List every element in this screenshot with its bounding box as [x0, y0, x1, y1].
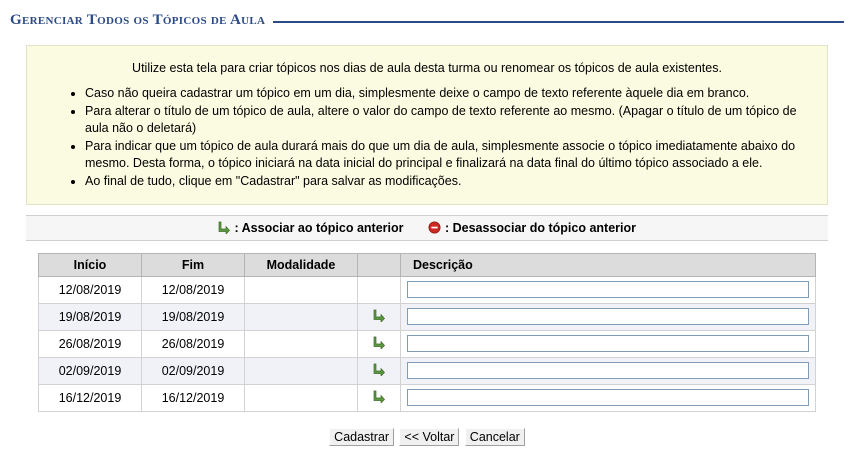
topics-table	[38, 253, 816, 412]
associate-arrow-icon	[218, 221, 231, 234]
descricao-input[interactable]	[407, 335, 809, 352]
page-title: Gerenciar Todos os Tópicos de Aula	[10, 12, 266, 28]
cell-descricao	[401, 276, 816, 303]
table-row	[39, 330, 816, 357]
associate-arrow-icon[interactable]	[373, 309, 386, 322]
disassociate-icon	[428, 221, 441, 234]
cell-fim: 19/08/2019	[142, 303, 245, 330]
descricao-input[interactable]	[407, 389, 809, 406]
table-row	[39, 357, 816, 384]
cell-inicio: 19/08/2019	[39, 303, 142, 330]
cell-inicio: 16/12/2019	[39, 384, 142, 411]
cell-fim: 16/12/2019	[142, 384, 245, 411]
cell-modalidade	[245, 357, 358, 384]
cell-association	[358, 276, 401, 303]
cell-fim: 02/09/2019	[142, 357, 245, 384]
legend-disassociate-label: : Desassociar do tópico anterior	[444, 220, 636, 235]
page-header	[10, 0, 844, 31]
list-item: • Para indicar que um tópico de aula durará mais do que um dia de aula, simplesmente associe o tópico imediatamente abaixo do mesmo. Desta forma, o tópico iniciará na data inicial do principal e finalizará na data final do último tópico associado a ele.	[85, 138, 813, 171]
table-row	[39, 303, 816, 330]
column-header-modalidade: Modalidade	[245, 253, 358, 276]
list-item: • Ao final de tudo, clique em "Cadastrar" para salvar as modificações.	[85, 173, 813, 190]
title-divider	[273, 21, 844, 23]
cell-association	[358, 384, 401, 411]
cell-descricao	[401, 357, 816, 384]
descricao-input[interactable]	[407, 281, 809, 298]
cell-modalidade	[245, 330, 358, 357]
cell-inicio: 26/08/2019	[39, 330, 142, 357]
associate-arrow-icon[interactable]	[373, 336, 386, 349]
cell-descricao	[401, 330, 816, 357]
back-button[interactable]: << Voltar	[399, 428, 459, 446]
cell-association	[358, 357, 401, 384]
form-actions	[10, 428, 844, 446]
cell-fim: 26/08/2019	[142, 330, 245, 357]
column-header-inicio: Início	[39, 253, 142, 276]
cell-modalidade	[245, 384, 358, 411]
cell-descricao	[401, 384, 816, 411]
topics-table-body	[39, 276, 816, 411]
topics-table-container	[38, 253, 816, 412]
submit-button[interactable]: Cadastrar	[329, 428, 394, 446]
cell-association	[358, 303, 401, 330]
cell-inicio: 02/09/2019	[39, 357, 142, 384]
table-row	[39, 276, 816, 303]
cell-association	[358, 330, 401, 357]
table-header-row	[39, 253, 816, 276]
cell-descricao	[401, 303, 816, 330]
legend-disassociate	[428, 221, 636, 235]
cancel-button[interactable]: Cancelar	[465, 428, 525, 446]
associate-arrow-icon[interactable]	[373, 390, 386, 403]
column-header-fim: Fim	[142, 253, 245, 276]
column-header-association	[358, 253, 401, 276]
cell-modalidade	[245, 303, 358, 330]
instructions-box	[26, 45, 828, 205]
table-row	[39, 384, 816, 411]
column-header-descricao: Descrição	[401, 253, 816, 276]
list-item: • Para alterar o título de um tópico de aula, altere o valor do campo de texto referente ao mesmo. (Apagar o título de um tópico de aula não o deletará)	[85, 103, 813, 136]
legend-bar	[26, 215, 828, 241]
topics-table-head	[39, 253, 816, 276]
instructions-list	[41, 85, 813, 190]
descricao-input[interactable]	[407, 308, 809, 325]
associate-arrow-icon[interactable]	[373, 363, 386, 376]
descricao-input[interactable]	[407, 362, 809, 379]
cell-modalidade	[245, 276, 358, 303]
cell-inicio: 12/08/2019	[39, 276, 142, 303]
legend-associate	[218, 221, 404, 235]
cell-fim: 12/08/2019	[142, 276, 245, 303]
legend-associate-label: : Associar ao tópico anterior	[234, 220, 404, 235]
list-item: • Caso não queira cadastrar um tópico em um dia, simplesmente deixe o campo de texto referente àquele dia em branco.	[85, 85, 813, 102]
instructions-lead: Utilize esta tela para criar tópicos nos dias de aula desta turma ou renomear os tópicos de aula existentes.	[132, 61, 722, 75]
